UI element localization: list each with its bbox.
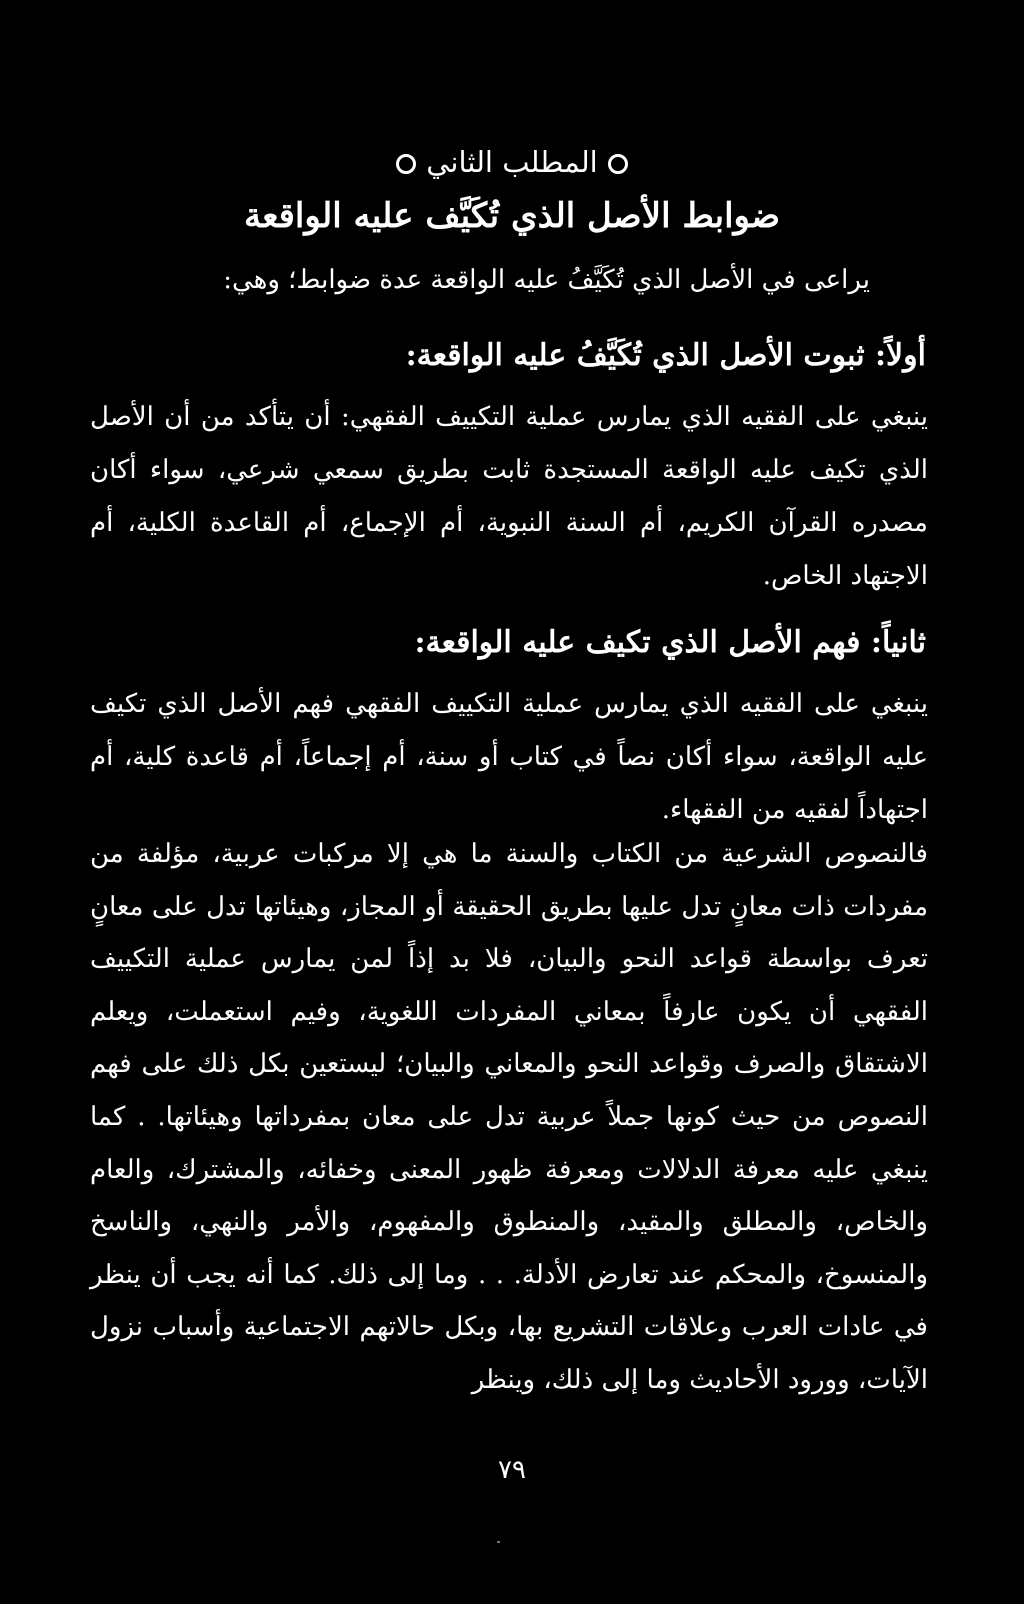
section-label: [0, 142, 1024, 182]
ring-ornament-icon: [396, 154, 416, 174]
page-number: ٧٩: [498, 1455, 526, 1485]
scan-speck: [497, 1541, 500, 1543]
second-paragraph: ينبغي على الفقيه الذي يمارس عملية التكييف الفقهي فهم الأصل الذي تكيف عليه الواقعة، سواء أكان نصاً في كتاب أو سنة، أم إجماعاً، أم قاعدة كلية، أم اجتهاداً لفقيه من الفقهاء.: [90, 689, 928, 825]
first-heading: أولاً: ثبوت الأصل الذي تُكَيَّفُ عليه الواقعة:: [405, 338, 926, 373]
body-paragraph: فالنصوص الشرعية من الكتاب والسنة ما هي إلا مركبات عربية، مؤلفة من مفردات ذات معانٍ تدل عليها بطريق الحقيقة أو المجاز، وهيئاتها تدل على معانٍ تعرف بواسطة قواعد النحو والبيان، فلا بد إذاً لمن يمارس عملية التكييف الفقهي أن يكون عارفاً بمعاني المفردات اللغوية، وفيم استعملت، ويعلم الاشتقاق والصرف وقواعد النحو والمعاني والبيان؛ ليستعين بكل ذلك على فهم النصوص من حيث كونها جملاً عربية تدل على معان بمفرداتها وهيئاتها. . كما ينبغي عليه معرفة الدلالات ومعرفة ظهور المعنى وخفائه، والمشترك، والعام والخاص، والمطلق والمقيد، والمنطوق والمفهوم، والأمر والنهي، والناسخ والمنسوخ، والمحكم عند تعارض الأدلة. . . وما إلى ذلك. كما أنه يجب أن ينظر في عادات العرب وعلاقات التشريع بها، وبكل حالاتهم الاجتماعية وأسباب نزول الآيات، وورود الأحاديث وما إلى ذلك، وينظر: [90, 839, 929, 1395]
second-heading: ثانياً: فهم الأصل الذي تكيف عليه الواقعة:: [414, 625, 926, 660]
intro-text: يراعى في الأصل الذي تُكَيَّفُ عليه الواقعة عدة ضوابط؛ وهي:: [223, 265, 870, 295]
page-title: ضوابط الأصل الذي تُكَيَّف عليه الواقعة: [244, 196, 780, 236]
ring-ornament-icon: [608, 154, 628, 174]
section-label-text: المطلب الثاني: [426, 145, 598, 179]
first-paragraph: ينبغي على الفقيه الذي يمارس عملية التكييف الفقهي: أن يتأكد من أن الأصل الذي تكيف عليه الواقعة المستجدة ثابت بطريق سمعي شرعي، سواء أكان مصدره القرآن الكريم، أم السنة النبوية، أم الإجماع، أم القاعدة الكلية، أم الاجتهاد الخاص.: [90, 402, 928, 591]
